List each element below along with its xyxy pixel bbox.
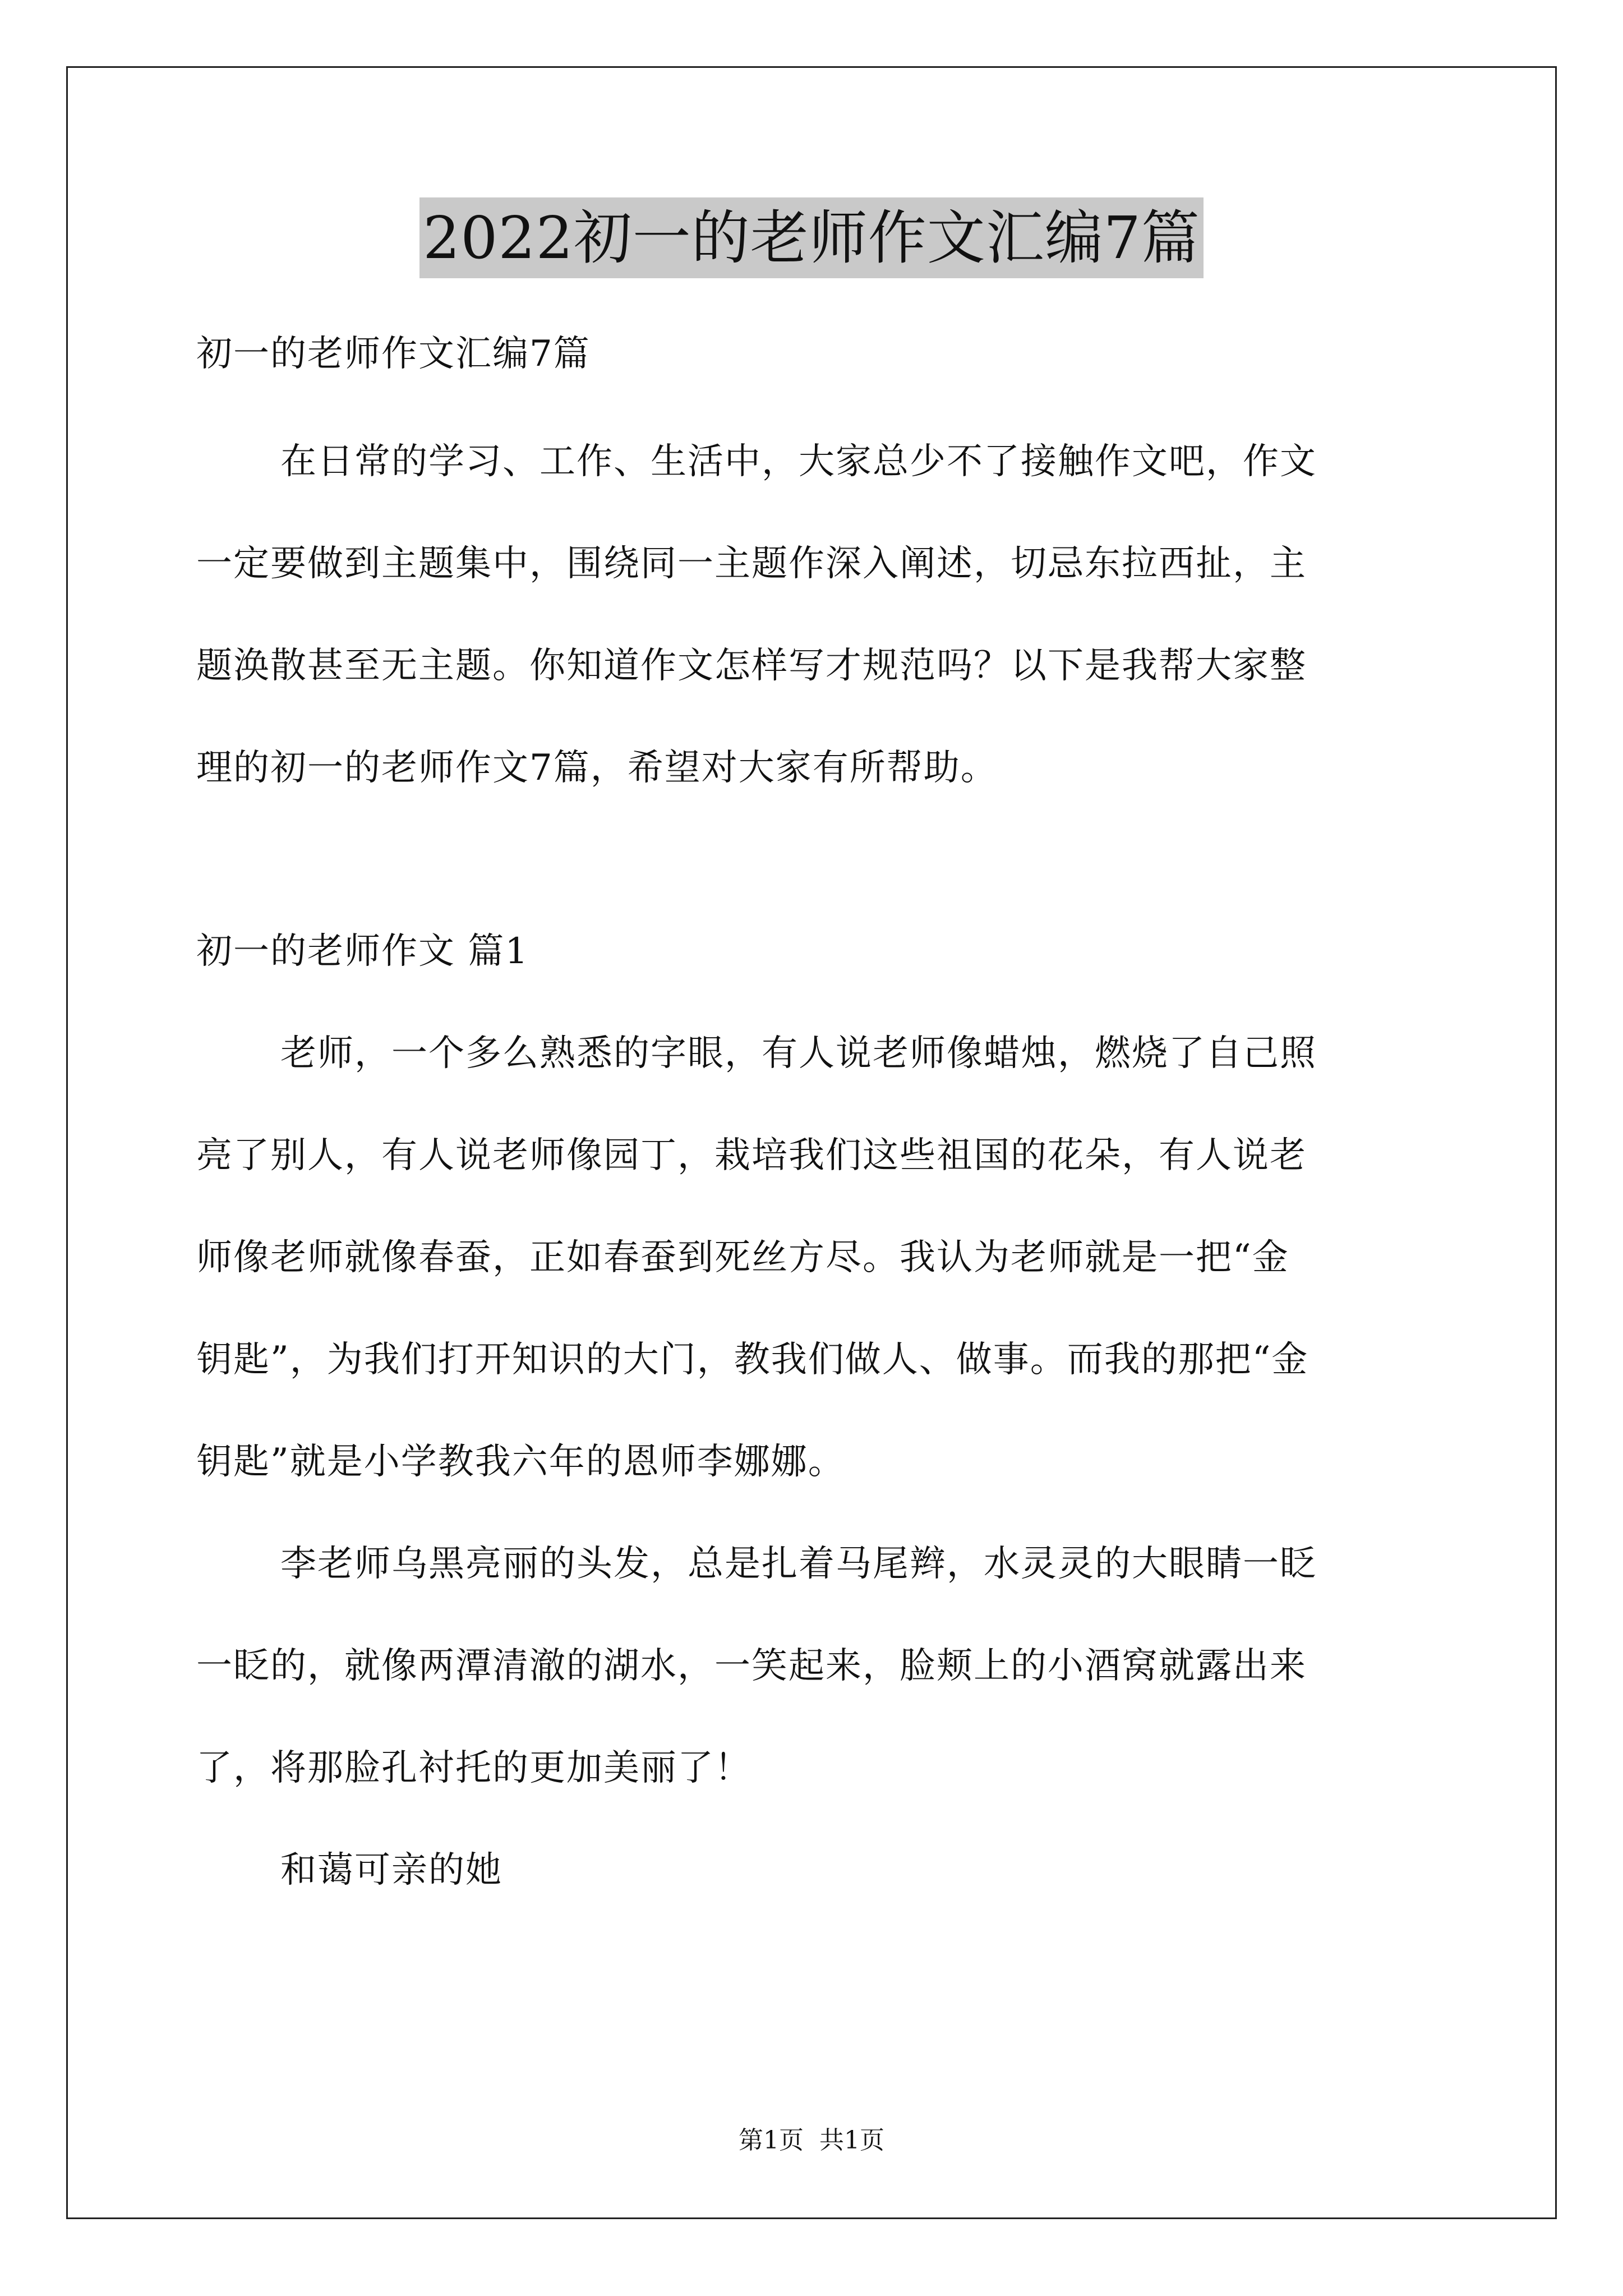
paragraph-line: 和蔼可亲的她 bbox=[280, 1849, 502, 1891]
paragraph-line: 亮了别人，有人说老师像园丁，栽培我们这些祖国的花朵，有人说老 bbox=[196, 1135, 1307, 1176]
document-subtitle: 初一的老师作文汇编7篇 bbox=[196, 333, 591, 375]
paragraph-line: 了，将那脸孔衬托的更加美丽了！ bbox=[196, 1747, 751, 1789]
paragraph-1 bbox=[196, 1002, 1430, 1513]
paragraph-2 bbox=[196, 1513, 1430, 1819]
paragraph-line: 一眨的，就像两潭清澈的湖水，一笑起来，脸颊上的小酒窝就露出来 bbox=[196, 1645, 1307, 1687]
paragraph-line: 钥匙”就是小学教我六年的恩师李娜娜。 bbox=[196, 1441, 845, 1483]
paragraph-3 bbox=[196, 1819, 1430, 1921]
intro-line: 理的初一的老师作文7篇，希望对大家有所帮助。 bbox=[196, 747, 998, 789]
intro-paragraph bbox=[196, 411, 1430, 819]
paragraph-line: 李老师乌黑亮丽的头发，总是扎着马尾辫，水灵灵的大眼睛一眨 bbox=[280, 1543, 1317, 1585]
paragraph-line: 老师，一个多么熟悉的字眼，有人说老师像蜡烛，燃烧了自己照 bbox=[280, 1033, 1317, 1074]
document-body bbox=[196, 303, 1430, 1921]
paragraph-line: 师像老师就像春蚕，正如春蚕到死丝方尽。我认为老师就是一把“金 bbox=[196, 1237, 1289, 1278]
intro-line: 题涣散甚至无主题。你知道作文怎样写才规范吗？以下是我帮大家整 bbox=[196, 645, 1307, 687]
document-title: 2022初一的老师作文汇编7篇 bbox=[419, 197, 1204, 278]
title-container bbox=[0, 197, 1623, 278]
paragraph-line: 钥匙”，为我们打开知识的大门，教我们做人、做事。而我的那把“金 bbox=[196, 1339, 1309, 1381]
intro-line: 在日常的学习、工作、生活中，大家总少不了接触作文吧，作文 bbox=[280, 441, 1317, 482]
page-footer: 第1页 共1页 bbox=[739, 2126, 884, 2155]
section-heading: 初一的老师作文 篇1 bbox=[196, 931, 529, 972]
intro-line: 一定要做到主题集中，围绕同一主题作深入阐述，切忌东拉西扯，主 bbox=[196, 543, 1307, 585]
